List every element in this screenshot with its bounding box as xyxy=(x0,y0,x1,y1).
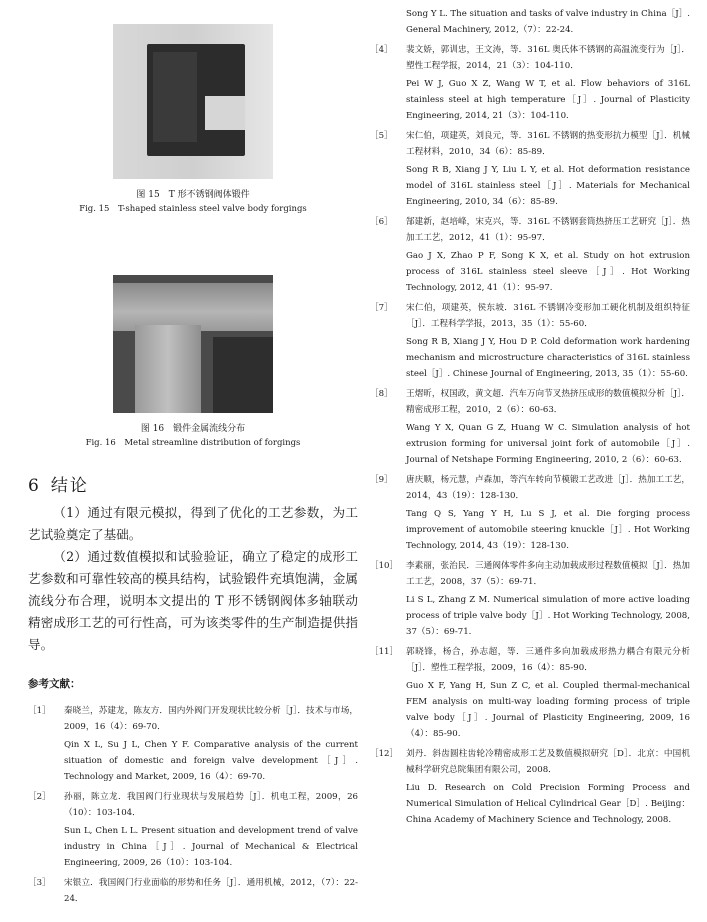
section-title: 结论 xyxy=(50,476,89,496)
reference-zh: 秦晓兰，苏建龙，陈友方．国内外阀门开发现状比较分析［J］．技术与市场，2009，16（4）：69-70． xyxy=(64,706,358,732)
reference-item xyxy=(370,746,690,828)
reference-en: Sun L, Chen L L. Present situation and development trend of valve industry in China［J］. Journal of Mechanical & Electrical Engineering, 2009, 26（10）：103-104. xyxy=(64,826,358,868)
section-heading xyxy=(28,471,358,496)
reference-en: Qin X L, Su J L, Chen Y F. Comparative analysis of the current situation of domestic and foreign valve development［J］. Technology and Market, 2009, 16（4）：69-70. xyxy=(64,740,358,782)
metal-streamline-photo xyxy=(113,275,273,413)
left-column xyxy=(28,0,358,911)
reference-item xyxy=(370,214,690,296)
reference-number: ［4］ xyxy=(370,45,393,55)
streamline-band xyxy=(113,283,273,331)
reference-item xyxy=(28,703,358,785)
reference-en: Wang Y X, Quan G Z, Huang W C. Simulation analysis of hot extrusion forming for universal joint fork of automobile［J］. Journal of Netshape Forming Engineering, 2010, 2（6）：60-63. xyxy=(406,423,690,465)
reference-number: ［10］ xyxy=(370,561,399,571)
streamline-dark-region xyxy=(213,337,273,413)
reference-en: Song R B, Xiang J Y, Hou D P. Cold deformation work hardening mechanism and microstructure characteristics of 316L stainless steel［J］. Chinese Journal of Engineering, 2013, 35（1）：55-60. xyxy=(406,337,690,379)
reference-en: Gao J X, Zhao P F, Song K X, et al. Study on hot extrusion process of 316L stainless steel sleeve［J］. Hot Working Technology, 2012, 41（1）：95-97. xyxy=(406,251,690,293)
reference-zh: 裴文娇，郭训忠，王文涛，等．316L 奥氏体不锈钢的高温流变行为［J］．塑性工程学报，2014，21（3）：104-110． xyxy=(406,45,690,71)
reference-en: Tang Q S, Yang Y H, Lu S J, et al. Die forging process improvement of automobile steering knuckle［J］. Hot Working Technology, 2014, 43（19）：128-130. xyxy=(406,509,690,551)
figure-16 xyxy=(28,275,358,449)
reference-number: ［6］ xyxy=(370,217,393,227)
reference-number: ［3］ xyxy=(28,878,51,888)
reference-number: ［7］ xyxy=(370,303,393,313)
reference-zh: 宋银立．我国阀门行业面临的形势和任务［J］．通用机械，2012，（7）：22-24． xyxy=(64,878,358,904)
reference-number: ［1］ xyxy=(28,706,51,716)
figure-15-caption-zh: 图 15 T 形不锈钢阀体锻件 xyxy=(136,190,250,200)
reference-number: ［11］ xyxy=(370,647,399,657)
reference-en: Pei W J, Guo X Z, Wang W T, et al. Flow behaviors of 316L stainless steel at high temperature［J］. Journal of Plasticity Engineering, 2014, 21（3）：104-110. xyxy=(406,79,690,121)
reference-number: ［12］ xyxy=(370,749,399,759)
figure-16-caption-zh: 图 16 锻件金属流线分布 xyxy=(140,424,246,434)
reference-item xyxy=(370,128,690,210)
reference-item xyxy=(370,42,690,124)
reference-item xyxy=(28,789,358,871)
reference-item xyxy=(370,472,690,554)
t-shaped-forging-photo xyxy=(113,24,273,179)
section-number: 6 xyxy=(28,476,41,496)
reference-en: Guo X F, Yang H, Sun Z C, et al. Coupled thermal-mechanical FEM analysis on multi-way loading forming process of triple valve body［J］. Journal of Plasticity Engineering, 2009, 16（4）：85-90. xyxy=(406,681,690,739)
references-heading: 参考文献： xyxy=(28,678,81,690)
reference-number: ［8］ xyxy=(370,389,393,399)
reference-en: Song R B, Xiang J Y, Liu L Y, et al. Hot deformation resistance model of 316L stainless steel［J］. Materials for Mechanical Engineering, 2010, 34（6）：85-89. xyxy=(406,165,690,207)
forging-shade xyxy=(153,52,197,142)
references-left xyxy=(28,703,358,907)
figure-15 xyxy=(28,24,358,215)
reference-number: ［9］ xyxy=(370,475,393,485)
conclusion-paragraph-2: （2）通过数值模拟和试验验证，确立了稳定的成形工艺参数和可靠性较高的模具结构，试验锻件充填饱满，金属流线分布合理，说明本文提出的 T 形不锈钢阀体多轴联动精密成形工艺的可行性高，可为该类零件的生产制造提供指导。 xyxy=(28,549,358,652)
reference-3-continuation: Song Y L. The situation and tasks of valve industry in China［J］. General Machinery, 2012,（7）：22-24. xyxy=(406,9,690,35)
reference-item xyxy=(370,386,690,468)
figure-16-caption-en: Fig. 16 Metal streamline distribution of forgings xyxy=(85,438,301,448)
reference-item xyxy=(370,558,690,640)
reference-zh: 唐庆顺，杨元慧，卢森加，等汽车转向节模锻工艺改进［J］．热加工工艺，2014，43（19）：128-130． xyxy=(406,475,690,501)
streamline-stem xyxy=(135,325,201,413)
reference-zh: 刘丹．斜齿圆柱齿轮冷精密成形工艺及数值模拟研究［D］．北京：中国机械科学研究总院集团有限公司，2008． xyxy=(406,749,690,775)
reference-zh: 宋仁伯，项建英，刘良元，等．316L 不锈钢的热变形抗力模型［J］．机械工程材料，2010，34（6）：85-89． xyxy=(406,131,690,157)
reference-zh: 李素丽，张治民．三通阀体零件多向主动加载成形过程数值模拟［J］．热加工工艺，2008，37（5）：69-71． xyxy=(406,561,690,587)
conclusion-paragraph-1: （1）通过有限元模拟，得到了优化的工艺参数，为工艺试验奠定了基础。 xyxy=(28,505,358,542)
reference-number: ［5］ xyxy=(370,131,393,141)
reference-zh: 郜建新，赵培峰，宋克兴，等．316L 不锈钢套筒热挤压工艺研究［J］．热加工工艺，2012，41（1）：95-97． xyxy=(406,217,690,243)
reference-item xyxy=(370,300,690,382)
reference-zh: 孙丽，陈立龙．我国阀门行业现状与发展趋势［J］．机电工程，2009，26（10）：103-104． xyxy=(64,792,358,818)
reference-en: Li S L, Zhang Z M. Numerical simulation of more active loading process of triple valve body［J］. Hot Working Technology, 2008, 37（5）：69-71. xyxy=(406,595,690,637)
reference-en: Liu D. Research on Cold Precision Forming Process and Numerical Simulation of Helical Cylindrical Gear［D］. Beijing：China Academy of Machinery Science and Technology, 2008. xyxy=(406,783,690,825)
reference-zh: 宋仁伯，项建英，侯东坡．316L 不锈钢冷变形加工硬化机制及组织特征［J］．工程科学学报，2013，35（1）：55-60． xyxy=(406,303,690,329)
figure-15-caption-en: Fig. 15 T-shaped stainless steel valve body forgings xyxy=(79,204,307,214)
reference-number: ［2］ xyxy=(28,792,51,802)
reference-item xyxy=(370,644,690,742)
reference-item xyxy=(28,875,358,907)
right-column xyxy=(370,0,690,832)
reference-zh: 郭晓锋，杨合，孙志超，等．三通件多向加载成形热力耦合有限元分析［J］．塑性工程学报，2009，16（4）：85-90． xyxy=(406,647,690,673)
forging-notch xyxy=(205,96,245,130)
reference-zh: 王熠昕，权国政，黄文超．汽车万向节叉热挤压成形的数值模拟分析［J］．精密成形工程，2010，2（6）：60-63． xyxy=(406,389,690,415)
